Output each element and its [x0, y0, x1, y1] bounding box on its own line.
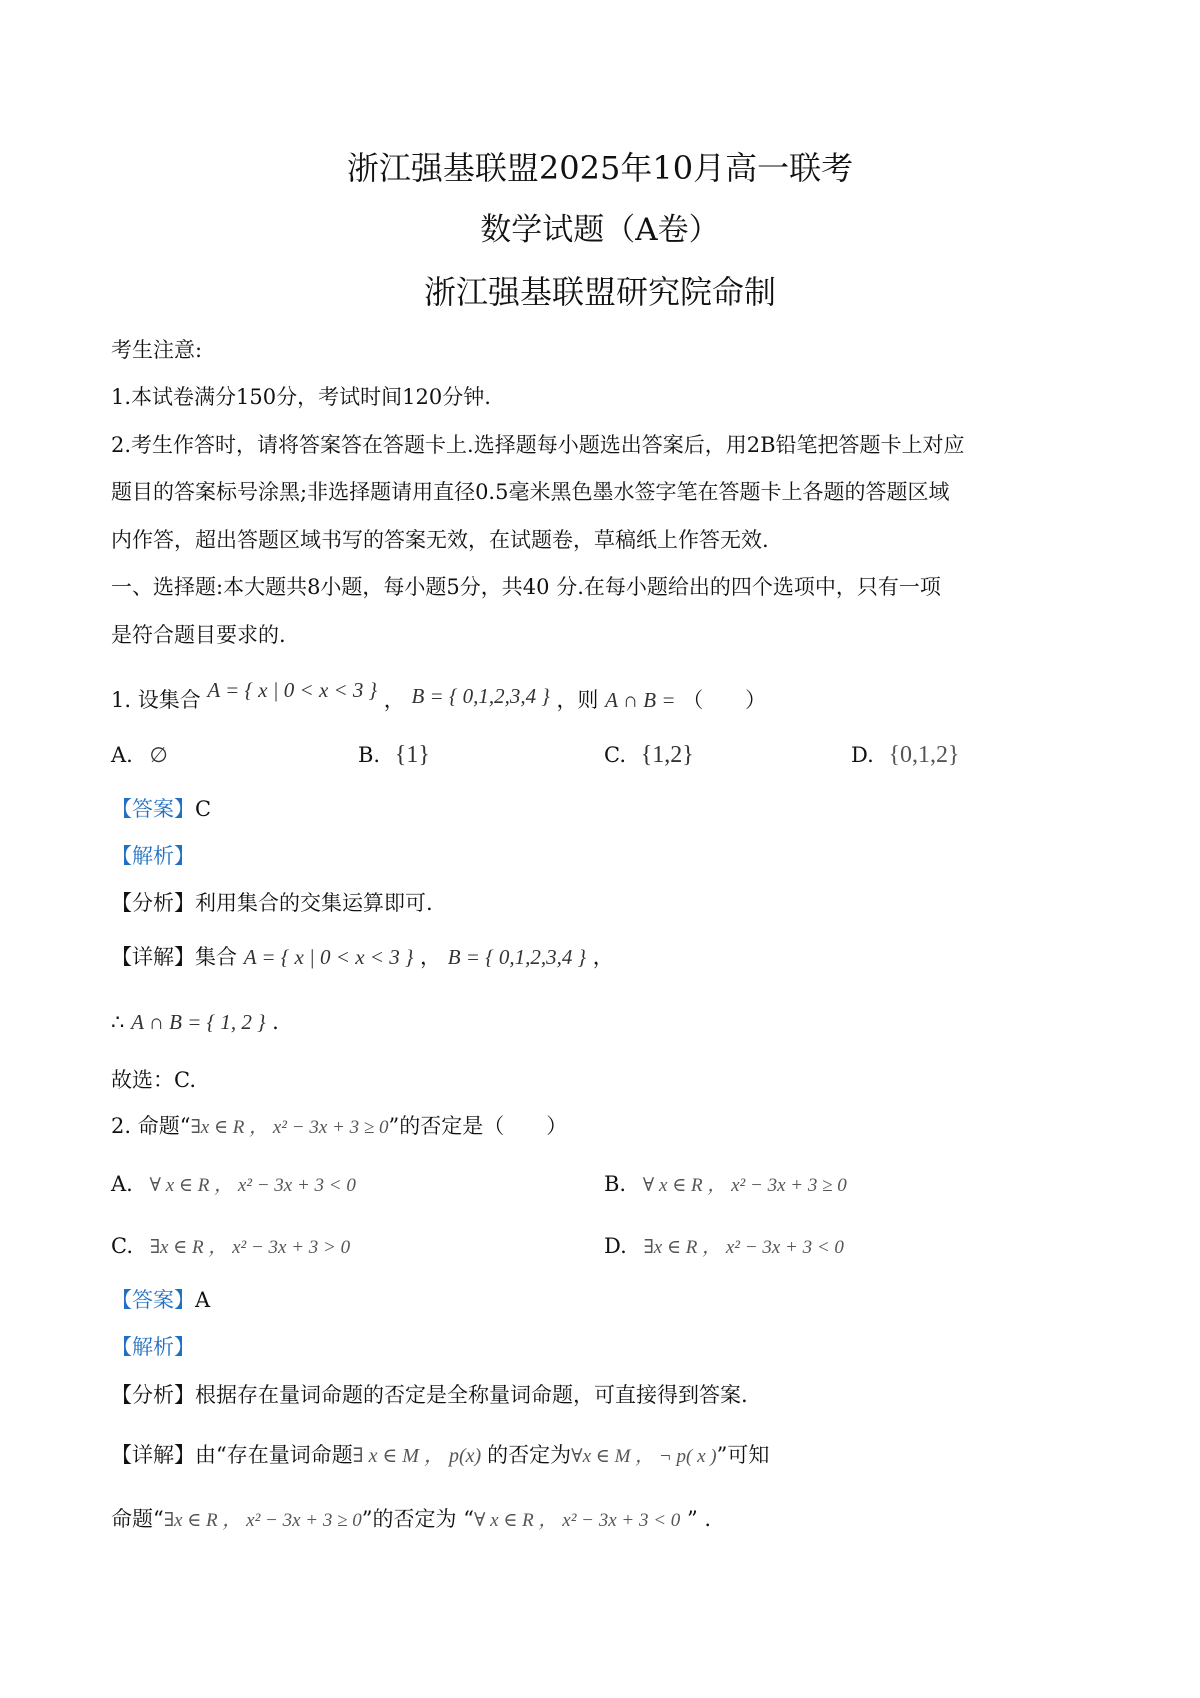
last-mid: ”的否定为 “ [361, 1507, 474, 1531]
question-1-stem [111, 678, 767, 714]
section-heading-line-1: 一、选择题:本大题共8小题，每小题5分，共40 分.在每小题给出的四个选项中，只有一项 [111, 575, 941, 599]
question-1-fenxi: 【分析】利用集合的交集运算即可. [111, 891, 433, 915]
answer-tag: 【答案】 [111, 1288, 195, 1312]
question-2-fenxi: 【分析】根据存在量词命题的否定是全称量词命题，可直接得到答案. [111, 1383, 748, 1407]
last-suffix: ” . [680, 1507, 712, 1531]
section-heading-line-2: 是符合题目要求的. [111, 623, 286, 647]
question-1-analysis-tag: 【解析】 [111, 844, 195, 868]
question-2-option-a [111, 1170, 356, 1200]
option-label: A. [111, 1172, 133, 1196]
therefore-symbol: ∴ [111, 1010, 125, 1034]
option-value: {0,1,2} [888, 742, 960, 768]
question-1-xiangjie [111, 943, 614, 971]
last-math-1: ∃x ∈ R ， x² − 3x + 3 ≥ 0 [163, 1510, 362, 1531]
option-label: C. [604, 743, 626, 767]
notice-item-2-line-1: 2.考生作答时，请将答案答在答题卡上.选择题每小题选出答案后，用2B铅笔把答题卡上对应 [111, 433, 965, 457]
notice-item-2-line-3: 内作答，超出答题区域书写的答案无效，在试题卷，草稿纸上作答无效. [111, 528, 769, 552]
question-2-suffix: ”的否定是（ ） [388, 1114, 568, 1138]
exam-title: 浙江强基联盟2025年10月高一联考 [346, 149, 854, 187]
option-label: D. [604, 1234, 627, 1258]
question-2-last-line [111, 1505, 711, 1535]
question-1-paren: （ ） [682, 688, 767, 712]
question-2-prefix: 2. 命题“ [111, 1114, 191, 1138]
option-value: ∃x ∈ R ， x² − 3x + 3 < 0 [643, 1237, 844, 1258]
last-prefix: 命题“ [111, 1507, 164, 1531]
option-value: {1,2} [640, 742, 694, 768]
question-1-option-d [851, 741, 960, 769]
question-1-result [111, 1008, 279, 1036]
question-1-option-b [358, 741, 430, 769]
notice-item-2-line-2: 题目的答案标号涂黑;非选择题请用直径0.5毫米黑色墨水签字笔在答题卡上各题的答题区域 [111, 480, 950, 504]
question-1-answer [111, 795, 211, 823]
option-value: ∀ x ∈ R ， x² − 3x + 3 < 0 [149, 1175, 356, 1196]
exam-subtitle: 数学试题（A卷） [480, 212, 720, 248]
result-expr: A ∩ B = { 1, 2 } [131, 1010, 266, 1034]
xiangjie-set-a: A = { x | 0 < x < 3 } [243, 945, 414, 969]
answer-value: C [195, 797, 212, 821]
option-label: B. [604, 1172, 627, 1196]
answer-tag: 【答案】 [111, 797, 195, 821]
xiangjie-suffix: ”可知 [716, 1443, 770, 1467]
question-1-set-a: A = { x | 0 < x < 3 } [207, 678, 378, 702]
question-1-then: ，则 [556, 688, 599, 712]
xiangjie-end: ， [592, 945, 614, 969]
option-value: ∃x ∈ R ， x² − 3x + 3 > 0 [149, 1237, 351, 1258]
question-2-option-c [111, 1232, 350, 1262]
option-label: A. [111, 743, 133, 767]
option-value: ∀ x ∈ R ， x² − 3x + 3 ≥ 0 [642, 1175, 847, 1196]
answer-value: A [195, 1288, 211, 1312]
xiangjie-separator: ， [420, 945, 442, 969]
xiangjie-math-2: ∀x ∈ M ， ¬ p( x ) [571, 1446, 717, 1467]
option-label: B. [358, 743, 381, 767]
question-2-option-b [604, 1170, 847, 1200]
question-2-stem [111, 1112, 567, 1142]
notice-heading: 考生注意: [111, 338, 203, 362]
question-1-set-b: B = { 0,1,2,3,4 } [411, 684, 550, 708]
option-value: {1} [394, 742, 430, 768]
xiangjie-prefix: 【详解】由“存在量词命题 [111, 1443, 353, 1467]
result-end: . [272, 1010, 279, 1034]
question-1-option-c [604, 741, 694, 769]
question-2-xiangjie [111, 1441, 769, 1471]
last-math-2: ∀ x ∈ R ， x² − 3x + 3 < 0 [473, 1510, 681, 1531]
question-2-option-d [604, 1232, 844, 1262]
question-1-comma: ， [383, 688, 405, 712]
xiangjie-prefix: 【详解】集合 [111, 945, 237, 969]
question-1-prefix: 1. 设集合 [111, 688, 201, 712]
xiangjie-set-b: B = { 0,1,2,3,4 } [447, 945, 587, 969]
option-value: ∅ [149, 743, 168, 767]
exam-author: 浙江强基联盟研究院命制 [423, 273, 776, 311]
question-2-analysis-tag: 【解析】 [111, 1335, 195, 1359]
xiangjie-math-1: ∃ x ∈ M ， p(x) [352, 1445, 482, 1467]
question-2-math: ∃x ∈ R ， x² − 3x + 3 ≥ 0 [190, 1117, 389, 1138]
option-label: C. [111, 1234, 133, 1258]
question-1-guxuan: 故选：C. [111, 1068, 196, 1092]
xiangjie-mid: 的否定为 [487, 1443, 572, 1467]
notice-item-1: 1.本试卷满分150分，考试时间120分钟. [111, 385, 491, 409]
question-2-answer [111, 1286, 210, 1314]
option-label: D. [851, 743, 874, 767]
question-1-expr: A ∩ B = [605, 688, 676, 712]
question-1-option-a [111, 741, 168, 769]
